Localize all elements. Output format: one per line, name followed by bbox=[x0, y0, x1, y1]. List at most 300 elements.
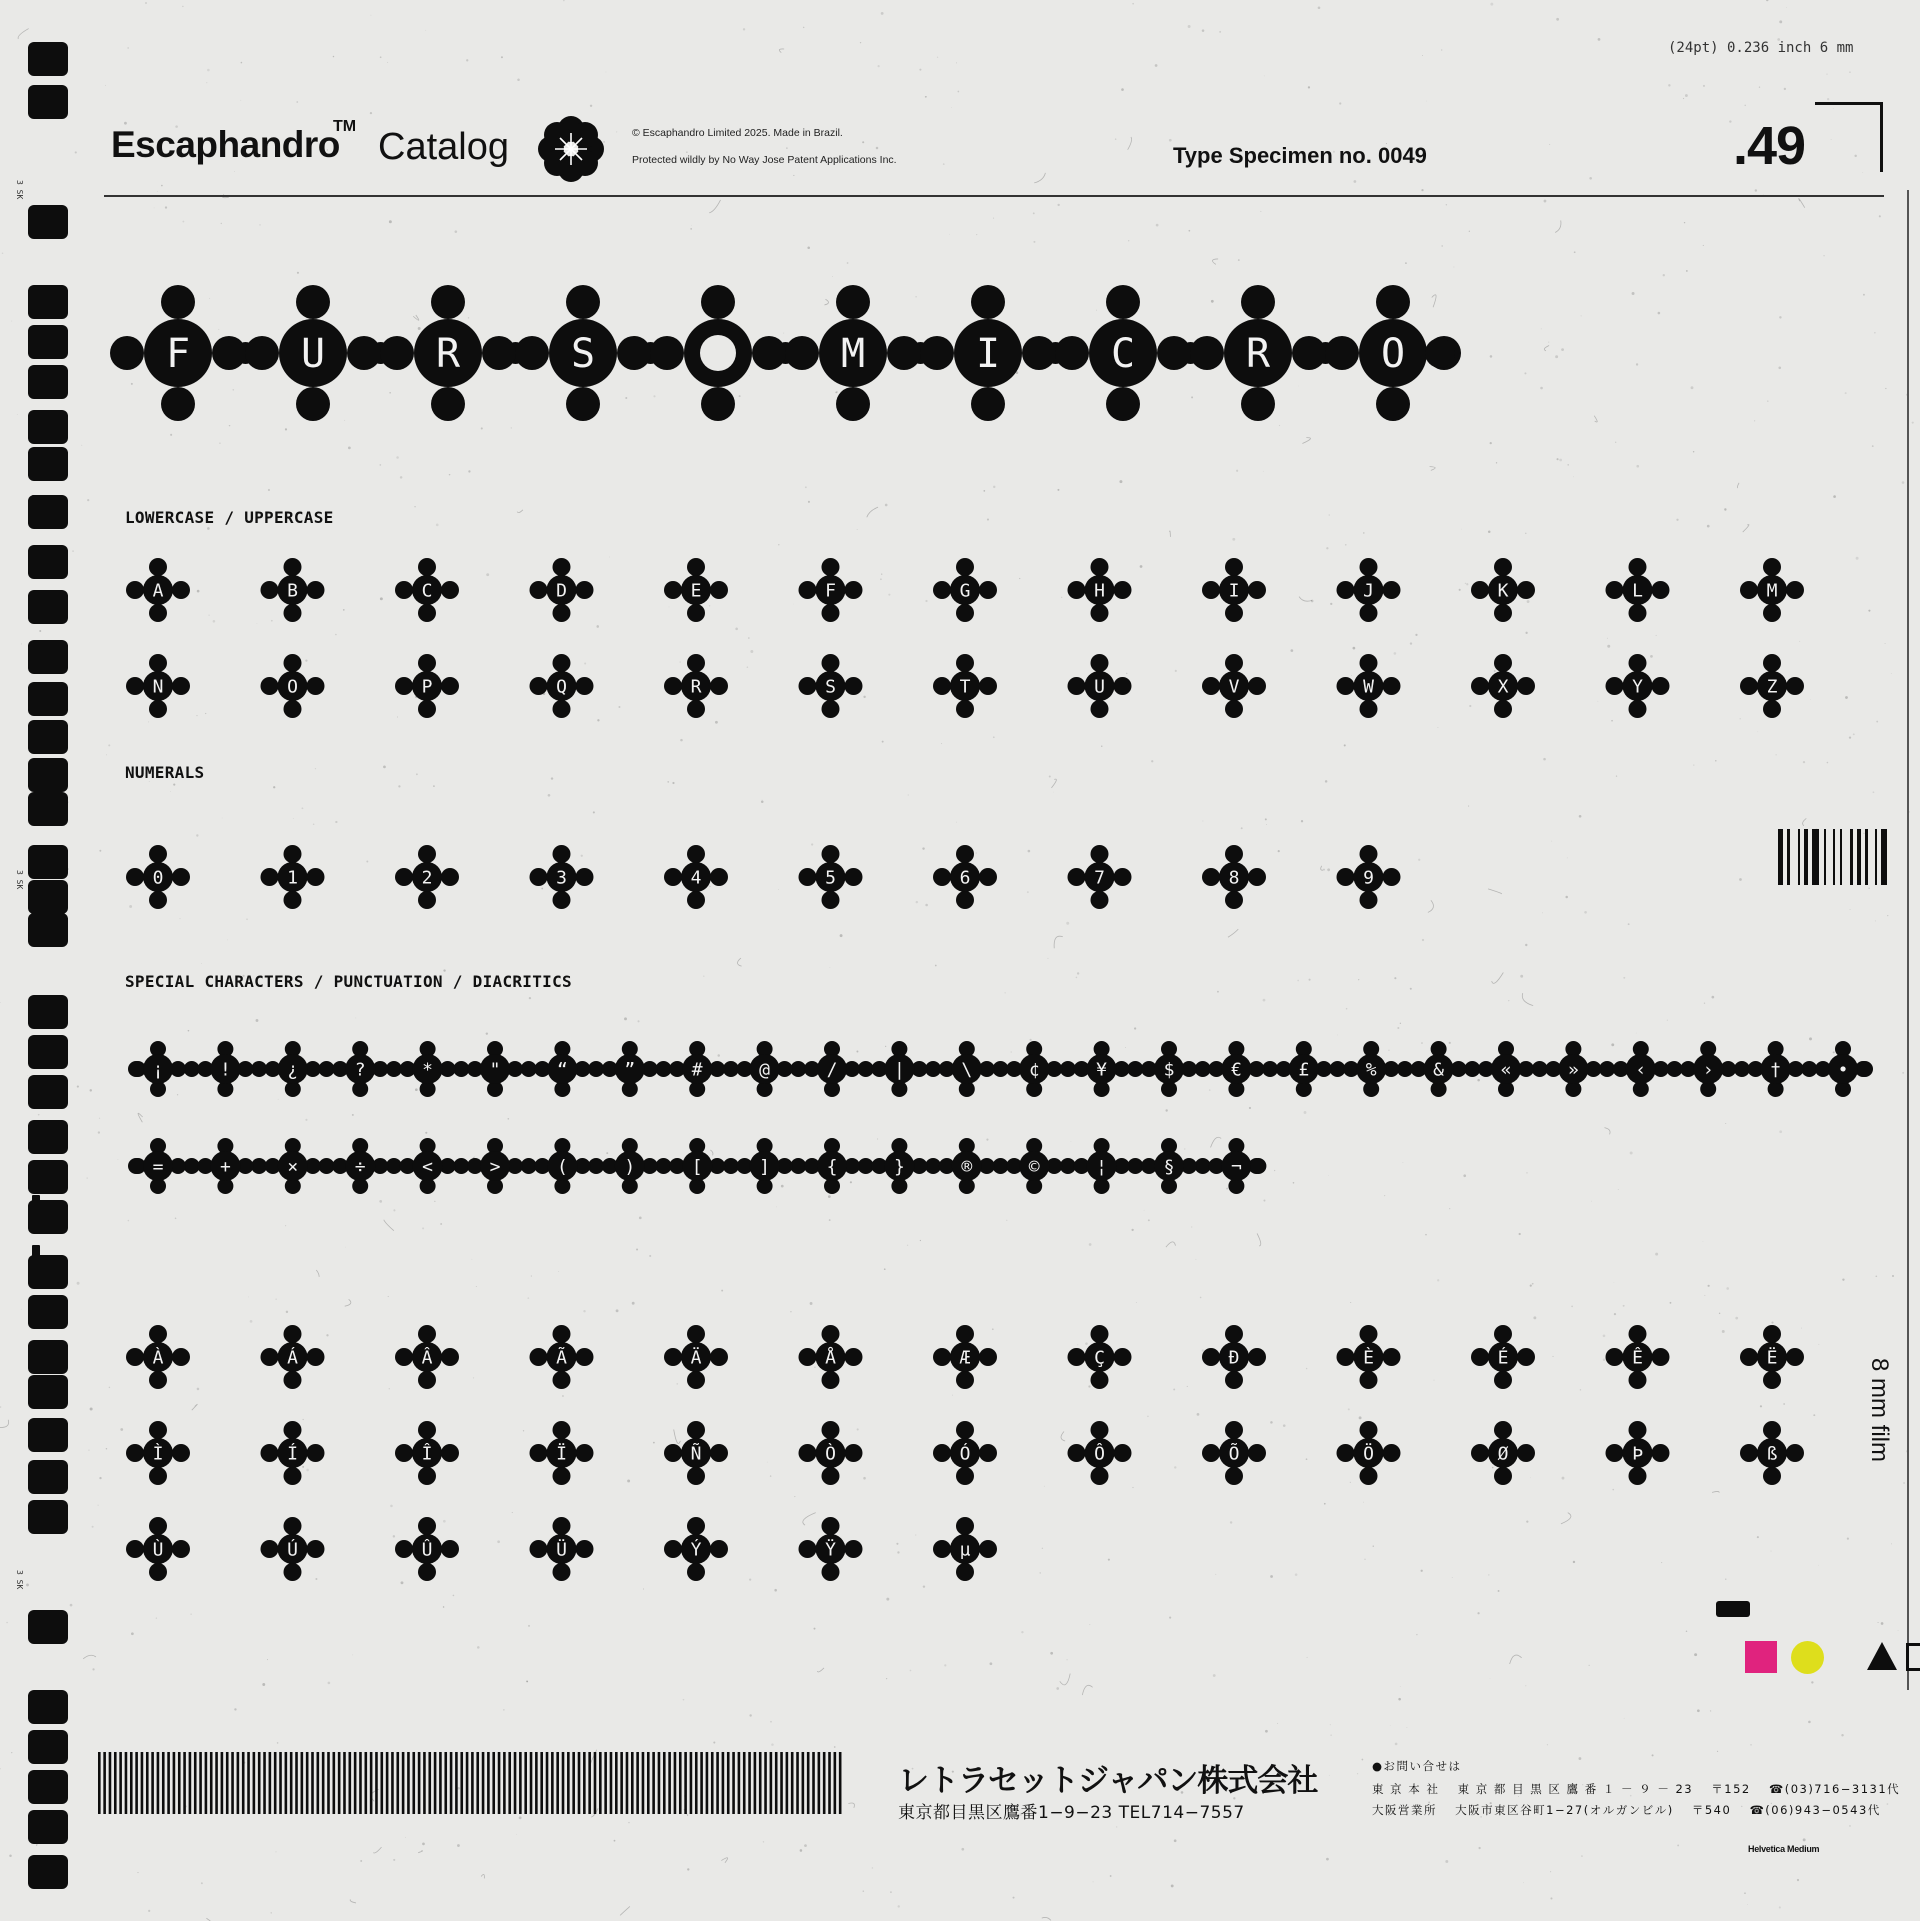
barcode-bar bbox=[786, 1752, 789, 1814]
glyph-specimen bbox=[467, 1041, 523, 1097]
yellow-swatch bbox=[1791, 1641, 1824, 1674]
barcode-bar bbox=[428, 1752, 431, 1814]
glyph-specimen bbox=[1337, 654, 1401, 718]
glyph-specimen bbox=[1606, 1325, 1670, 1389]
footer-typeface-note: Helvetica Medium bbox=[1748, 1844, 1820, 1854]
glyph-character: Ð bbox=[1228, 1347, 1240, 1369]
barcode-bar bbox=[109, 1752, 112, 1814]
barcode-bar bbox=[205, 1752, 208, 1814]
barcode-bar bbox=[503, 1752, 506, 1814]
glyph-specimen bbox=[1068, 558, 1132, 622]
chain-dot bbox=[656, 1158, 672, 1174]
barcode-bar bbox=[263, 1752, 266, 1814]
glyph-character: C bbox=[421, 580, 433, 602]
footer-address: 東京都目黒区鷹番1−9−23 TEL714−7557 bbox=[898, 1803, 1245, 1823]
glyph-character: 8 bbox=[1228, 867, 1240, 889]
barcode-bar bbox=[839, 1752, 842, 1814]
chain-dot bbox=[319, 1061, 335, 1077]
glyph-character: Y bbox=[1632, 676, 1643, 698]
barcode-bar bbox=[146, 1752, 149, 1814]
glyph-specimen bbox=[664, 845, 728, 909]
chain-dot bbox=[588, 1158, 604, 1174]
legal-line-1: © Escaphandro Limited 2025. Made in Brazil. bbox=[632, 127, 843, 139]
title-character: F bbox=[165, 331, 191, 377]
barcode-bar bbox=[738, 1752, 741, 1814]
brand-name: Escaphandro bbox=[111, 124, 340, 165]
barcode-bar bbox=[546, 1752, 549, 1814]
glyph-specimen bbox=[871, 1041, 927, 1097]
glyph-character: Ô bbox=[1094, 1443, 1105, 1465]
barcode-bar bbox=[1840, 829, 1842, 885]
glyph-specimen bbox=[1748, 1041, 1804, 1097]
glyph-character: £ bbox=[1298, 1059, 1310, 1081]
glyph-specimen bbox=[1740, 1325, 1804, 1389]
glyph-character: Ñ bbox=[690, 1443, 702, 1465]
chain-dot bbox=[790, 1158, 806, 1174]
barcode-bar bbox=[226, 1752, 229, 1814]
glyph-specimen bbox=[395, 558, 459, 622]
glyph-specimen bbox=[1337, 558, 1401, 622]
glyph-specimen bbox=[1471, 1421, 1535, 1485]
glyph-specimen bbox=[664, 558, 728, 622]
glyph-character: U bbox=[1094, 676, 1105, 698]
barcode-bar bbox=[1865, 829, 1868, 885]
barcode-bar bbox=[412, 1752, 415, 1814]
chain-dot bbox=[588, 1061, 604, 1077]
glyph-character: < bbox=[422, 1156, 434, 1178]
barcode-bar bbox=[103, 1752, 106, 1814]
glyph-character: 9 bbox=[1363, 867, 1374, 889]
magenta-swatch bbox=[1745, 1641, 1777, 1673]
glyph-character: Ì bbox=[152, 1443, 164, 1465]
barcode-bar bbox=[1787, 829, 1790, 885]
barcode-bar bbox=[668, 1752, 671, 1814]
barcode-bar bbox=[258, 1752, 261, 1814]
glyph-character: G bbox=[959, 580, 971, 602]
barcode-bar bbox=[119, 1752, 122, 1814]
barcode-bar bbox=[498, 1752, 501, 1814]
barcode-bar bbox=[343, 1752, 346, 1814]
glyph-specimen bbox=[933, 1517, 997, 1581]
barcode-bar bbox=[802, 1752, 805, 1814]
barcode-bar bbox=[269, 1752, 272, 1814]
film-format-label: 8 mm film bbox=[1866, 1358, 1893, 1462]
glyph-specimen bbox=[400, 1041, 456, 1097]
barcode-bar bbox=[578, 1752, 581, 1814]
glyph-specimen bbox=[1471, 558, 1535, 622]
barcode-bar bbox=[658, 1752, 661, 1814]
glyph-specimen bbox=[1141, 1041, 1197, 1097]
glyph-specimen bbox=[261, 1517, 325, 1581]
barcode-right bbox=[1778, 829, 1920, 885]
barcode-bar bbox=[242, 1752, 245, 1814]
title-character: O bbox=[1380, 331, 1406, 377]
glyph-character: 2 bbox=[421, 867, 433, 889]
glyph-specimen bbox=[261, 1421, 325, 1485]
glyph-specimen bbox=[1411, 1041, 1467, 1097]
glyph-specimen bbox=[1202, 654, 1266, 718]
glyph-character: Ú bbox=[287, 1539, 298, 1561]
barcode-bar bbox=[828, 1752, 831, 1814]
chain-dot bbox=[319, 1158, 335, 1174]
barcode-bar bbox=[743, 1752, 746, 1814]
glyph-character: € bbox=[1230, 1059, 1242, 1081]
glyph-character: Æ bbox=[959, 1347, 971, 1369]
barcode-bar bbox=[1833, 829, 1835, 885]
glyph-character: T bbox=[959, 676, 971, 698]
barcode-bar bbox=[189, 1752, 192, 1814]
barcode-bar bbox=[674, 1752, 677, 1814]
glyph-character: D bbox=[556, 580, 567, 602]
triangle-mark-icon bbox=[1865, 1640, 1899, 1672]
end-dot bbox=[111, 338, 141, 368]
glyph-character: [ bbox=[691, 1156, 703, 1178]
title-character: R bbox=[435, 331, 461, 377]
section-label-numerals: NUMERALS bbox=[125, 763, 205, 782]
barcode-bar bbox=[247, 1752, 250, 1814]
barcode-bar bbox=[615, 1752, 618, 1814]
trademark-mark: TM bbox=[333, 118, 357, 135]
barcode-bar bbox=[194, 1752, 197, 1814]
glyph-character: 5 bbox=[825, 867, 836, 889]
barcode-bar bbox=[764, 1752, 767, 1814]
glyph-character: = bbox=[152, 1156, 164, 1178]
glyph-character: Å bbox=[825, 1347, 836, 1369]
barcode-bar bbox=[1881, 829, 1887, 885]
barcode-bar bbox=[1850, 829, 1853, 885]
glyph-character: Z bbox=[1766, 676, 1778, 698]
title-character: C bbox=[1110, 331, 1136, 377]
barcode-bar bbox=[620, 1752, 623, 1814]
glyph-character: A bbox=[152, 580, 164, 602]
specimen-number: Type Specimen no. 0049 bbox=[1173, 143, 1427, 168]
glyph-character: Î bbox=[421, 1443, 433, 1465]
chain-dot bbox=[790, 1061, 806, 1077]
glyph-character: > bbox=[489, 1156, 501, 1178]
barcode-bar bbox=[167, 1752, 170, 1814]
barcode-bar bbox=[583, 1752, 586, 1814]
glyph-specimen bbox=[197, 1138, 253, 1194]
glyph-character: \ bbox=[961, 1059, 973, 1081]
glyph-specimen bbox=[602, 1138, 658, 1194]
barcode-bar bbox=[396, 1752, 399, 1814]
barcode-bar bbox=[407, 1752, 410, 1814]
glyph-specimen bbox=[534, 1041, 590, 1097]
glyph-character: S bbox=[825, 676, 836, 698]
glyph-specimen bbox=[933, 845, 997, 909]
glyph-character: V bbox=[1228, 676, 1240, 698]
glyph-character: Ä bbox=[690, 1347, 702, 1369]
barcode-bar bbox=[327, 1752, 330, 1814]
section-label-letters: LOWERCASE / UPPERCASE bbox=[125, 508, 334, 527]
glyph-character: Á bbox=[287, 1347, 298, 1369]
barcode-bar bbox=[791, 1752, 794, 1814]
title-glyph bbox=[1055, 285, 1191, 421]
chain-dot bbox=[521, 1061, 537, 1077]
barcode-bar bbox=[652, 1752, 655, 1814]
barcode-bar bbox=[807, 1752, 810, 1814]
glyph-specimen bbox=[1740, 558, 1804, 622]
barcode-bar bbox=[610, 1752, 613, 1814]
title-glyph bbox=[920, 285, 1056, 421]
glyph-character: 7 bbox=[1094, 867, 1105, 889]
glyph-specimen bbox=[530, 1421, 594, 1485]
barcode-bar bbox=[647, 1752, 650, 1814]
glyph-specimen bbox=[1606, 654, 1670, 718]
glyph-specimen bbox=[261, 1325, 325, 1389]
glyph-specimen bbox=[1471, 1325, 1535, 1389]
barcode-bar bbox=[594, 1752, 597, 1814]
glyph-character: $ bbox=[1163, 1059, 1175, 1081]
glyph-specimen bbox=[871, 1138, 927, 1194]
glyph-specimen bbox=[669, 1041, 725, 1097]
glyph-specimen bbox=[799, 1517, 863, 1581]
barcode-bar bbox=[354, 1752, 357, 1814]
glyph-specimen bbox=[197, 1041, 253, 1097]
glyph-specimen bbox=[1068, 1325, 1132, 1389]
glyph-specimen bbox=[126, 1421, 190, 1485]
barcode-bar bbox=[98, 1752, 101, 1814]
glyph-character: Ø bbox=[1497, 1443, 1509, 1465]
glyph-character: J bbox=[1363, 580, 1374, 602]
barcode-bar bbox=[567, 1752, 570, 1814]
glyph-specimen bbox=[1606, 1421, 1670, 1485]
barcode-bar bbox=[322, 1752, 325, 1814]
barcode-bar bbox=[183, 1752, 186, 1814]
barcode-bar bbox=[349, 1752, 352, 1814]
chain-dot bbox=[1195, 1061, 1211, 1077]
glyph-specimen bbox=[261, 558, 325, 622]
chain-dot bbox=[1397, 1061, 1413, 1077]
title-glyph bbox=[650, 285, 786, 421]
glyph-character: § bbox=[1163, 1156, 1175, 1178]
glyph-character: H bbox=[1094, 580, 1105, 602]
glyph-specimen bbox=[1068, 845, 1132, 909]
barcode-bar bbox=[391, 1752, 394, 1814]
glyph-character: L bbox=[1632, 580, 1643, 602]
title-glyph bbox=[515, 285, 651, 421]
barcode-bar bbox=[199, 1752, 202, 1814]
barcode-bar bbox=[434, 1752, 437, 1814]
barcode-bar bbox=[770, 1752, 773, 1814]
glyph-character: Õ bbox=[1228, 1443, 1240, 1465]
glyph-specimen bbox=[933, 558, 997, 622]
glyph-character: F bbox=[825, 580, 836, 602]
glyph-specimen bbox=[467, 1138, 523, 1194]
barcode-bar bbox=[125, 1752, 128, 1814]
barcode-bar bbox=[834, 1752, 837, 1814]
barcode-bar bbox=[274, 1752, 277, 1814]
chain-dot bbox=[1801, 1061, 1817, 1077]
glyph-character: & bbox=[1433, 1059, 1445, 1081]
chain-dot bbox=[1734, 1061, 1750, 1077]
glyph-specimen bbox=[664, 654, 728, 718]
barcode-bar bbox=[572, 1752, 575, 1814]
chain-dot bbox=[1060, 1158, 1076, 1174]
glyph-specimen bbox=[265, 1138, 321, 1194]
chain-dot bbox=[656, 1061, 672, 1077]
chain-end bbox=[128, 1061, 144, 1077]
glyph-character: Q bbox=[556, 676, 567, 698]
glyph-specimen bbox=[1006, 1138, 1062, 1194]
barcode-bar bbox=[215, 1752, 218, 1814]
glyph-character: 6 bbox=[959, 867, 971, 889]
chain-dot bbox=[925, 1158, 941, 1174]
glyph-character: O bbox=[287, 676, 298, 698]
barcode-bar bbox=[444, 1752, 447, 1814]
glyph-character: ÷ bbox=[354, 1156, 366, 1178]
glyph-specimen bbox=[1478, 1041, 1534, 1097]
glyph-character: ¡ bbox=[152, 1059, 164, 1081]
registration-bar bbox=[1716, 1601, 1750, 1617]
title-character: R bbox=[1245, 331, 1271, 377]
barcode-bar bbox=[759, 1752, 762, 1814]
barcode-bar bbox=[471, 1752, 474, 1814]
barcode-bar bbox=[439, 1752, 442, 1814]
glyph-character: 1 bbox=[287, 867, 298, 889]
glyph-character: ) bbox=[624, 1156, 636, 1178]
glyph-character: Ï bbox=[556, 1443, 567, 1465]
glyph-specimen bbox=[1343, 1041, 1399, 1097]
glyph-specimen bbox=[395, 1517, 459, 1581]
barcode-bar bbox=[514, 1752, 517, 1814]
glyph-specimen bbox=[664, 1325, 728, 1389]
glyph-specimen bbox=[799, 1325, 863, 1389]
glyph-character: ¢ bbox=[1028, 1059, 1040, 1081]
glyph-character: Ö bbox=[1363, 1443, 1374, 1465]
glyph-character: Û bbox=[421, 1539, 433, 1561]
glyph-specimen bbox=[1471, 654, 1535, 718]
chain-dot bbox=[723, 1158, 739, 1174]
barcode-bar bbox=[823, 1752, 826, 1814]
barcode-bar bbox=[482, 1752, 485, 1814]
glyph-specimen bbox=[395, 1421, 459, 1485]
glyph-specimen bbox=[799, 654, 863, 718]
barcode-bar bbox=[375, 1752, 378, 1814]
footer-company: レトラセットジャパン株式会社 bbox=[898, 1763, 1318, 1799]
barcode-bar bbox=[519, 1752, 522, 1814]
footer-hq: 東 京 本 社 東 京 都 目 黒 区 鷹 番 １ － ９ － 23 〒152 ☎(03)716−3131代 bbox=[1372, 1782, 1901, 1796]
barcode-bar bbox=[237, 1752, 240, 1814]
glyph-character: M bbox=[1766, 580, 1778, 602]
title-glyph bbox=[1190, 285, 1326, 421]
glyph-character: È bbox=[1363, 1347, 1374, 1369]
barcode-bar bbox=[1857, 829, 1861, 885]
measure-note: (24pt) 0.236 inch 6 mm bbox=[1668, 40, 1854, 56]
barcode-bar bbox=[450, 1752, 453, 1814]
glyph-character: © bbox=[1028, 1156, 1040, 1178]
barcode-bar bbox=[1798, 829, 1800, 885]
glyph-character: B bbox=[287, 580, 298, 602]
glyph-specimen bbox=[1606, 558, 1670, 622]
glyph-character: ‹ bbox=[1635, 1059, 1647, 1081]
glyph-character: % bbox=[1365, 1059, 1377, 1081]
barcode-bar bbox=[700, 1752, 703, 1814]
barcode-bar bbox=[130, 1752, 133, 1814]
barcode-bar bbox=[455, 1752, 458, 1814]
barcode-bar bbox=[748, 1752, 751, 1814]
glyph-character: * bbox=[422, 1059, 434, 1081]
glyph-character: “ bbox=[556, 1059, 568, 1081]
legal-line-2: Protected wildly by No Way Jose Patent Applications Inc. bbox=[632, 154, 897, 166]
chain-dot bbox=[1599, 1061, 1615, 1077]
glyph-specimen bbox=[1337, 1421, 1401, 1485]
barcode-bar bbox=[556, 1752, 559, 1814]
barcode-bar bbox=[487, 1752, 490, 1814]
barcode-bar bbox=[1804, 829, 1808, 885]
glyph-character: ß bbox=[1766, 1443, 1778, 1465]
glyph-character: µ bbox=[959, 1539, 971, 1561]
barcode-bar bbox=[599, 1752, 602, 1814]
title-glyph bbox=[380, 285, 516, 421]
barcode-bar bbox=[818, 1752, 821, 1814]
barcode-bar bbox=[317, 1752, 320, 1814]
barcode-bar bbox=[1778, 829, 1783, 885]
barcode-bar bbox=[706, 1752, 709, 1814]
barcode-bar bbox=[551, 1752, 554, 1814]
glyph-specimen bbox=[1141, 1138, 1197, 1194]
chain-end bbox=[1857, 1061, 1873, 1077]
barcode-bar bbox=[423, 1752, 426, 1814]
barcode-bar bbox=[492, 1752, 495, 1814]
glyph-specimen bbox=[1545, 1041, 1601, 1097]
glyph-specimen bbox=[126, 1517, 190, 1581]
glyph-character: K bbox=[1497, 580, 1509, 602]
barcode-bar bbox=[604, 1752, 607, 1814]
chain-dot bbox=[858, 1061, 874, 1077]
glyph-character: ¬ bbox=[1230, 1156, 1242, 1178]
glyph-character: ¦ bbox=[1096, 1156, 1108, 1178]
barcode-bar bbox=[690, 1752, 693, 1814]
glyph-character: Ã bbox=[556, 1347, 567, 1369]
chain-dot bbox=[251, 1158, 267, 1174]
barcode-bar bbox=[114, 1752, 117, 1814]
chain-dot bbox=[184, 1061, 200, 1077]
barcode-bar bbox=[231, 1752, 234, 1814]
glyph-character: À bbox=[152, 1347, 164, 1369]
glyph-specimen bbox=[1613, 1041, 1669, 1097]
glyph-character: » bbox=[1567, 1059, 1579, 1081]
glyph-character: ] bbox=[759, 1156, 771, 1178]
glyph-character: Ê bbox=[1632, 1347, 1643, 1369]
barcode-bar bbox=[722, 1752, 725, 1814]
barcode-bar bbox=[173, 1752, 176, 1814]
glyph-character: } bbox=[893, 1156, 905, 1178]
glyph-character: ® bbox=[961, 1156, 973, 1178]
title-character: S bbox=[570, 331, 596, 377]
glyph-specimen bbox=[395, 654, 459, 718]
glyph-character: Ë bbox=[1766, 1347, 1778, 1369]
barcode-bar bbox=[775, 1752, 778, 1814]
glyph-specimen bbox=[395, 845, 459, 909]
glyph-specimen bbox=[1068, 654, 1132, 718]
chain-dot bbox=[1464, 1061, 1480, 1077]
title-character: I bbox=[975, 331, 1001, 377]
barcode-bar bbox=[642, 1752, 645, 1814]
glyph-specimen bbox=[804, 1138, 860, 1194]
glyph-character: ” bbox=[624, 1059, 636, 1081]
barcode-bar bbox=[1875, 829, 1877, 885]
glyph-specimen bbox=[799, 558, 863, 622]
barcode-bar bbox=[301, 1752, 304, 1814]
barcode-bar bbox=[663, 1752, 666, 1814]
chain-dot bbox=[1330, 1061, 1346, 1077]
barcode-bar bbox=[508, 1752, 511, 1814]
glyph-specimen bbox=[261, 654, 325, 718]
barcode-bar bbox=[157, 1752, 160, 1814]
glyph-character: 3 bbox=[556, 867, 567, 889]
barcode-bar bbox=[311, 1752, 314, 1814]
